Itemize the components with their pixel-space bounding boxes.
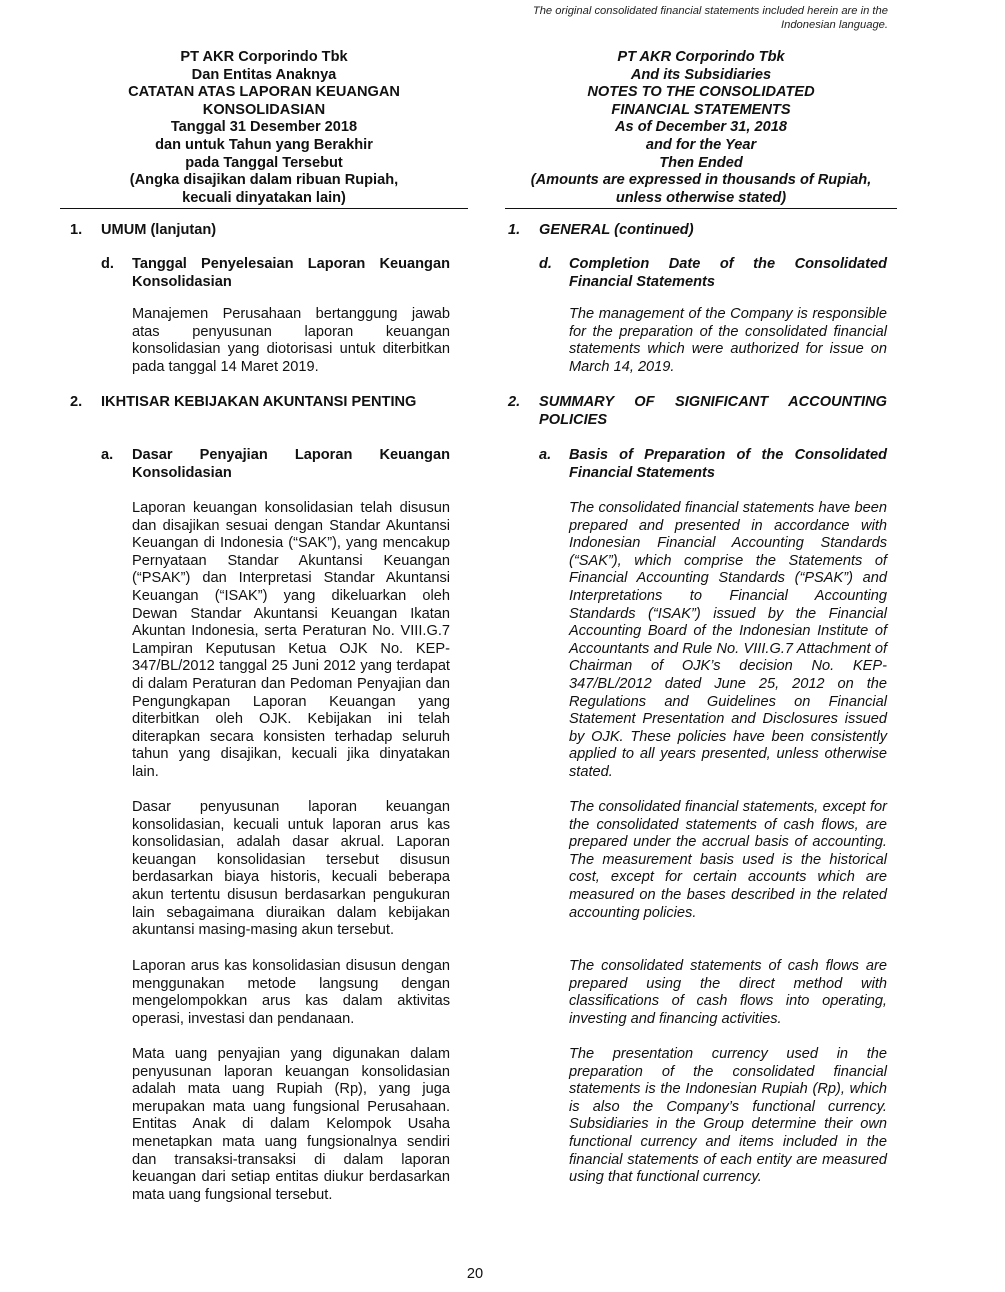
- document-title-line-2: FINANCIAL STATEMENTS: [611, 101, 791, 118]
- section-title-1: GENERAL (continued): [539, 222, 694, 238]
- amounts-note-2: kecuali dinyatakan lain): [182, 189, 346, 206]
- company-name: PT AKR Corporindo Tbk: [617, 49, 785, 65]
- section-number-1: 1.: [70, 222, 83, 238]
- subsidiaries-line: And its Subsidiaries: [630, 66, 772, 83]
- section-number-2: 2.: [508, 394, 521, 410]
- section-title-2: IKHTISAR KEBIJAKAN AKUNTANSI PENTING: [101, 394, 417, 410]
- subsection-title-d: Tanggal Penyelesaian Laporan Keuangan Konsolidasian: [132, 256, 450, 290]
- header-english: [505, 49, 897, 209]
- amounts-note-1: (Angka disajikan dalam ribuan Rupiah,: [129, 172, 399, 189]
- header-indonesian: [60, 49, 468, 209]
- period-line-3: Then Ended: [659, 154, 743, 171]
- period-line-3: pada Tanggal Tersebut: [185, 154, 343, 171]
- paragraph-basis-4: Mata uang penyajian yang digunakan dalam penyusunan laporan keuangan konsolidasian adalah mata uang Rupiah (Rp), yang juga merupakan mata uang fungsional Perusahaan. Entitas Anak di dalam Kelompok Usaha menetapkan mata uang fungsionalnya sendiri dan transaksi-transaksi di dalam laporan keuangan dari setiap entitas diukur berdasarkan mata uang fungsional tersebut.: [132, 1046, 450, 1203]
- subsection-letter-d: d.: [539, 256, 552, 272]
- paragraph-basis-1: Laporan keuangan konsolidasian telah disusun dan disajikan sesuai dengan Standar Akuntansi Keuangan di Indonesia (“SAK”), yang mencakup Pernyataan Standar Akuntansi Keuangan (“PSAK”) dan Interpretasi Standar Akuntansi Keuangan (“ISAK”) yang dikeluarkan oleh Dewan Standar Akuntansi Keuangan Ikatan Akuntan Indonesia, serta Peraturan No. VIII.G.7 Lampiran Keputusan Ketua OJK No. KEP-347/BL/2012 tanggal 25 Juni 2012 yang terdapat di dalam Peraturan dan Pedoman Penyajian dan Pengungkapan Laporan Keuangan yang diterbitkan oleh OJK. Kebijakan ini telah diterapkan secara konsisten terhadap seluruh tahun yang disajikan, kecuali jika dinyatakan lain.: [132, 500, 450, 780]
- paragraph-completion-date: The management of the Company is responsible for the preparation of the consolidated financial statements which were authorized for issue on March 14, 2019.: [569, 306, 887, 375]
- document-title-line-2: KONSOLIDASIAN: [202, 101, 326, 118]
- section-number-1: 1.: [508, 222, 521, 238]
- paragraph-completion-date: Manajemen Perusahaan bertanggung jawab atas penyusunan laporan keuangan konsolidasian yang diotorisasi untuk diterbitkan pada tanggal 14 Maret 2019.: [132, 306, 450, 375]
- paragraph-basis-4: The presentation currency used in the preparation of the consolidated financial statements is the Indonesian Rupiah (Rp), which is also the Company’s functional currency. Subsidiaries in the Group determine their own functional currency and items included in the financial statements of each entity are measured using that functional currency.: [569, 1046, 887, 1186]
- subsection-title-a: Basis of Preparation of the Consolidated Financial Statements: [569, 447, 887, 481]
- amounts-note-1: (Amounts are expressed in thousands of Rupiah,: [530, 172, 872, 189]
- period-line-2: and for the Year: [645, 136, 757, 153]
- paragraph-basis-2: The consolidated financial statements, except for the consolidated statements of cash flows, are prepared under the accrual basis of accounting. The measurement basis used is the historical cost, except for certain accounts which are measured on the bases described in the related accounting policies.: [569, 799, 887, 921]
- section-title-2: SUMMARY OF SIGNIFICANT ACCOUNTING POLICIES: [539, 394, 887, 428]
- subsection-letter-d: d.: [101, 256, 114, 272]
- translation-note: The original consolidated financial statements included herein are in the Indonesian language.: [532, 5, 888, 31]
- amounts-note-2: unless otherwise stated): [615, 189, 787, 206]
- paragraph-basis-3: The consolidated statements of cash flows are prepared using the direct method with classifications of cash flows into operating, investing and financing activities.: [569, 958, 887, 1027]
- period-line-2: dan untuk Tahun yang Berakhir: [155, 136, 373, 153]
- section-title-1: UMUM (lanjutan): [101, 222, 217, 238]
- company-name: PT AKR Corporindo Tbk: [180, 49, 348, 65]
- paragraph-basis-2: Dasar penyusunan laporan keuangan konsolidasian, kecuali untuk laporan arus kas konsolidasian, adalah dasar akrual. Laporan keuangan konsolidasian tersebut disusun berdasarkan biaya historis, kecuali beberapa akun tertentu disusun berdasarkan pengukuran lain sebagaimana diuraikan dalam kebijakan akuntansi masing-masing akun tersebut.: [132, 799, 450, 939]
- document-title-line-1: NOTES TO THE CONSOLIDATED: [587, 84, 815, 101]
- subsection-letter-a: a.: [539, 447, 552, 463]
- period-date: As of December 31, 2018: [615, 119, 787, 136]
- subsection-letter-a: a.: [101, 447, 114, 463]
- section-number-2: 2.: [70, 394, 83, 410]
- paragraph-basis-1: The consolidated financial statements have been prepared and presented in accordance with Indonesian Financial Accounting Standards (“SAK”), which comprise the Statements of Financial Accounting Standards (“PSAK”) and Interpretations to Financial Accounting Standards (“ISAK”) issued by the Financial Accounting Board of the Indonesian Institute of Accountants and Rule No. VIII.G.7 Attachment of Chairman of OJK’s decision No. KEP-347/BL/2012 dated June 25, 2012 on the Regulations and Guidelines on Financial Statement Presentation and Disclosures issued by OJK. These policies have been consistently applied to all years presented, unless otherwise stated.: [569, 500, 887, 780]
- period-date: Tanggal 31 Desember 2018: [170, 119, 358, 136]
- page-number: 20: [466, 1266, 484, 1282]
- paragraph-basis-3: Laporan arus kas konsolidasian disusun dengan menggunakan metode langsung dengan mengelompokkan arus kas dalam aktivitas operasi, investasi dan pendanaan.: [132, 958, 450, 1027]
- document-title-line-1: CATATAN ATAS LAPORAN KEUANGAN: [128, 84, 400, 101]
- subsection-title-a: Dasar Penyajian Laporan Keuangan Konsolidasian: [132, 447, 450, 481]
- subsidiaries-line: Dan Entitas Anaknya: [191, 66, 337, 83]
- subsection-title-d: Completion Date of the Consolidated Financial Statements: [569, 256, 887, 290]
